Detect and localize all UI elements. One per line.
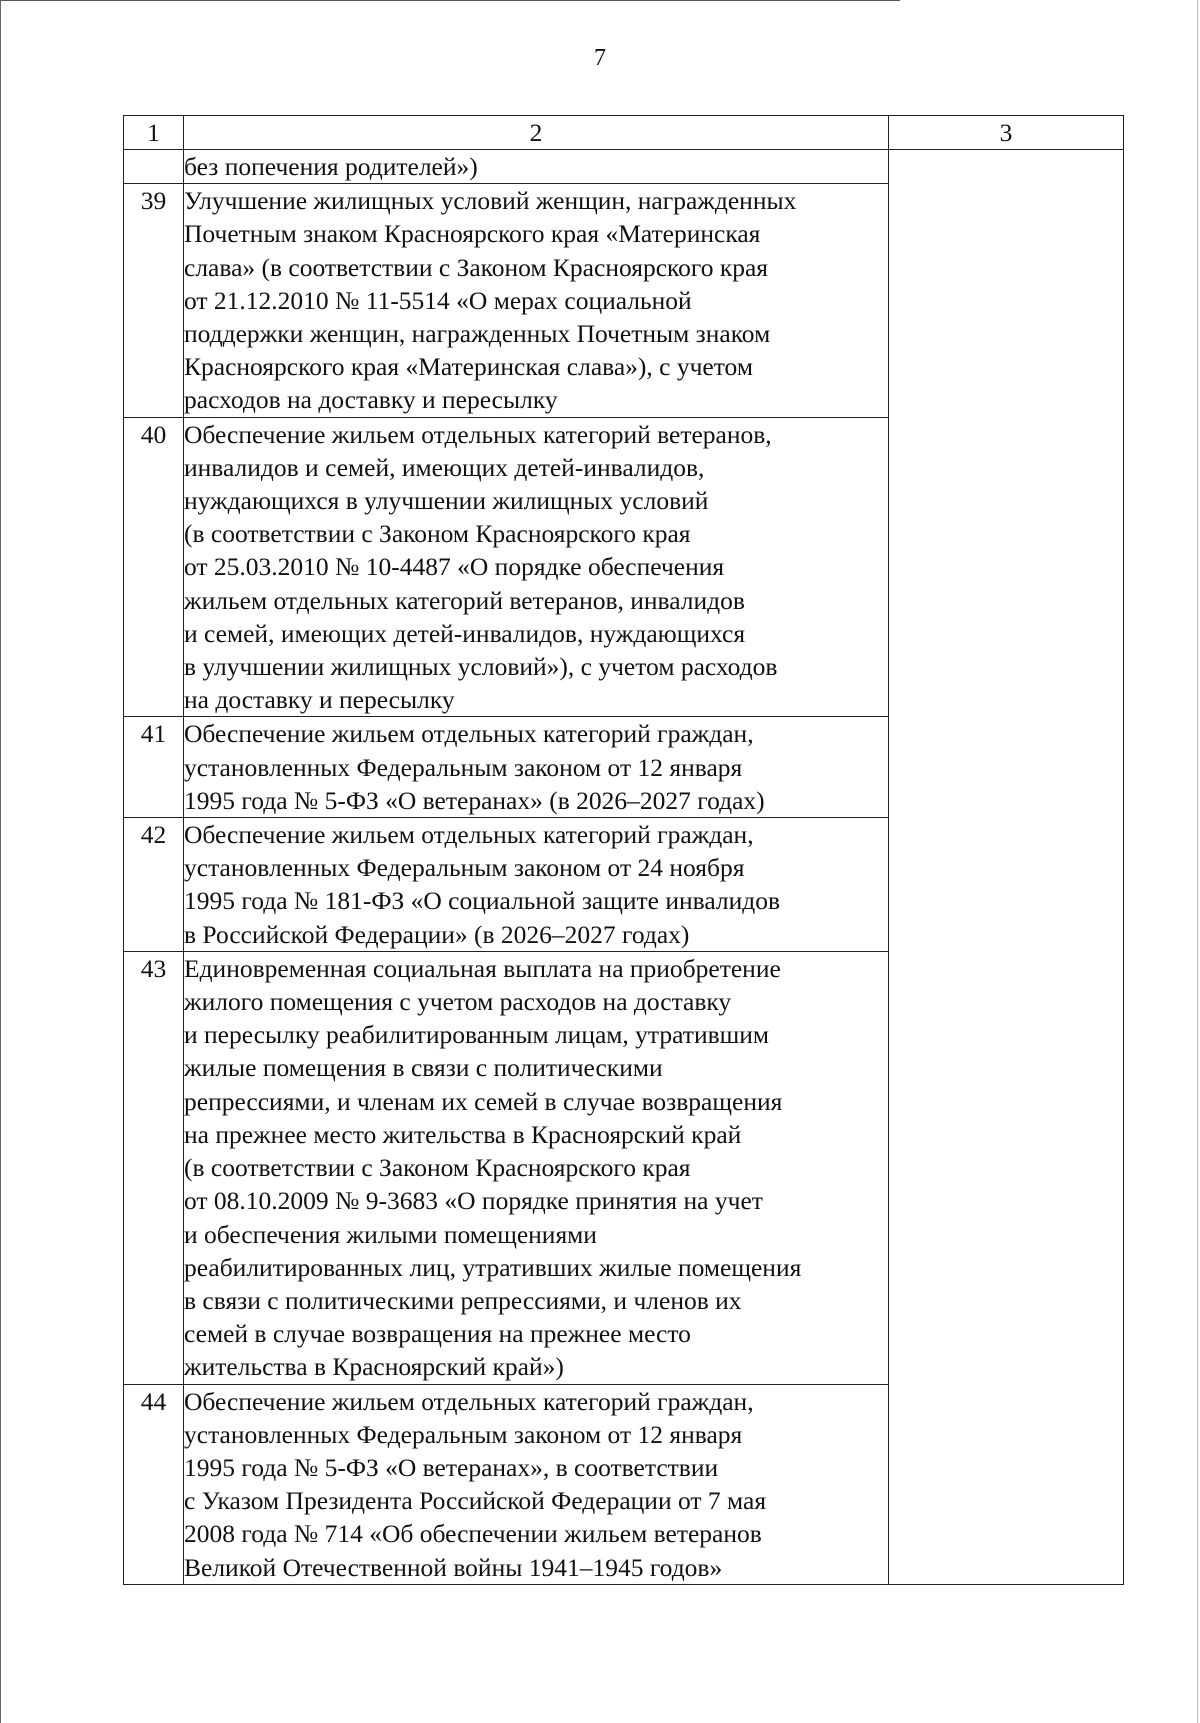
description-line: Обеспечение жильем отдельных категорий граждан, (184, 820, 754, 850)
table-row (124, 1384, 1124, 1584)
description-line: от 25.03.2010 № 10-4487 «О порядке обеспечения (184, 552, 725, 582)
row-number-cell: 40 (124, 417, 184, 717)
description-line: Великой Отечественной войны 1941–1945 годов» (184, 1552, 723, 1582)
description-line: поддержки женщин, награжденных Почетным знаком (184, 319, 771, 349)
description-line: слава» (в соответствии с Законом Красноярского края (184, 252, 769, 282)
description-line: Красноярского края «Материнская слава»), с учетом (184, 352, 753, 382)
description-line: жительства в Красноярский край») (184, 1352, 564, 1382)
description-line: и семей, имеющих детей-инвалидов, нуждающихся (184, 618, 746, 648)
row-number-cell: 39 (124, 184, 184, 417)
page-number: 7 (594, 45, 606, 71)
column-3-cell (889, 818, 1124, 952)
column-3-cell (889, 184, 1124, 417)
description-line: Почетным знаком Красноярского края «Материнская (184, 219, 761, 249)
description-line: с Указом Президента Российской Федерации от 7 мая (184, 1486, 767, 1516)
row-description-cell (184, 818, 889, 952)
description-line: установленных Федеральным законом от 12 января (184, 752, 743, 782)
table-row (124, 951, 1124, 1384)
description-line: от 08.10.2009 № 9-3683 «О порядке принятия на учет (184, 1186, 763, 1216)
row-description-cell (184, 1384, 889, 1584)
document-table (123, 115, 1124, 1585)
row-description-cell (184, 417, 889, 717)
row-number-cell (124, 150, 184, 184)
description-line: реабилитированных лиц, утративших жилые помещения (184, 1252, 802, 1282)
description-line: на прежнее место жительства в Красноярский край (184, 1119, 742, 1149)
table-row (124, 184, 1124, 417)
description-line: без попечения родителей») (184, 152, 478, 181)
description-line: в Российской Федерации» (в 2026–2027 годах) (184, 919, 690, 949)
description-line: (в соответствии с Законом Красноярского края (184, 519, 691, 549)
column-3-cell (889, 717, 1124, 818)
description-line: жилого помещения с учетом расходов на доставку (184, 987, 732, 1017)
column-3-cell (889, 417, 1124, 717)
description-line: жилые помещения в связи с политическими (184, 1053, 663, 1083)
description-line: в связи с политическими репрессиями, и членов их (184, 1285, 742, 1315)
row-number-cell: 43 (124, 951, 184, 1384)
description-line: инвалидов и семей, имеющих детей-инвалидов, (184, 452, 705, 482)
description-line: жильем отдельных категорий ветеранов, инвалидов (184, 585, 745, 615)
description-line: и пересылку реабилитированным лицам, утратившим (184, 1020, 770, 1050)
row-number-cell: 41 (124, 717, 184, 818)
description-line: 1995 года № 5-ФЗ «О ветеранах» (в 2026–2027 годах) (184, 785, 765, 815)
table-row (124, 717, 1124, 818)
row-description-cell (184, 951, 889, 1384)
description-line: 1995 года № 5-ФЗ «О ветеранах», в соответствии (184, 1452, 719, 1482)
row-number-cell: 44 (124, 1384, 184, 1584)
header-cell-2: 2 (184, 116, 889, 150)
table-row (124, 417, 1124, 717)
header-cell-1: 1 (124, 116, 184, 150)
description-line: 2008 года № 714 «Об обеспечении жильем ветеранов (184, 1519, 762, 1549)
description-line: нуждающихся в улучшении жилищных условий (184, 486, 709, 516)
description-line: в улучшении жилищных условий»), с учетом расходов (184, 652, 778, 682)
description-line: от 21.12.2010 № 11-5514 «О мерах социальной (184, 285, 692, 315)
description-line: 1995 года № 181-ФЗ «О социальной защите инвалидов (184, 886, 781, 916)
description-line: (в соответствии с Законом Красноярского края (184, 1153, 691, 1183)
header-cell-3: 3 (889, 116, 1124, 150)
description-line: Единовременная социальная выплата на приобретение (184, 953, 781, 983)
table-row (124, 818, 1124, 952)
scan-edge-right (1197, 0, 1198, 1723)
column-3-cell (889, 150, 1124, 184)
scan-edge-left (0, 0, 1, 1723)
description-line: установленных Федеральным законом от 12 января (184, 1419, 743, 1449)
row-description-cell (184, 150, 889, 184)
description-line: Обеспечение жильем отдельных категорий граждан, (184, 1386, 754, 1416)
row-description-cell (184, 184, 889, 417)
description-line: семей в случае возвращения на прежнее место (184, 1319, 691, 1349)
table-header-row (124, 116, 1124, 150)
description-line: Обеспечение жильем отдельных категорий ветеранов, (184, 419, 772, 449)
description-line: репрессиями, и членам их семей в случае возвращения (184, 1086, 783, 1116)
row-description-cell (184, 717, 889, 818)
table-row (124, 150, 1124, 184)
column-3-cell (889, 1384, 1124, 1584)
description-line: расходов на доставку и пересылку (184, 385, 558, 415)
description-line: на доставку и пересылку (184, 685, 455, 715)
row-number-cell: 42 (124, 818, 184, 952)
description-line: Обеспечение жильем отдельных категорий граждан, (184, 719, 754, 749)
description-line: установленных Федеральным законом от 24 ноября (184, 853, 745, 883)
description-line: и обеспечения жилыми помещениями (184, 1219, 597, 1249)
column-3-cell (889, 951, 1124, 1384)
scan-edge-top (0, 0, 900, 1)
description-line: Улучшение жилищных условий женщин, награжденных (184, 186, 797, 216)
